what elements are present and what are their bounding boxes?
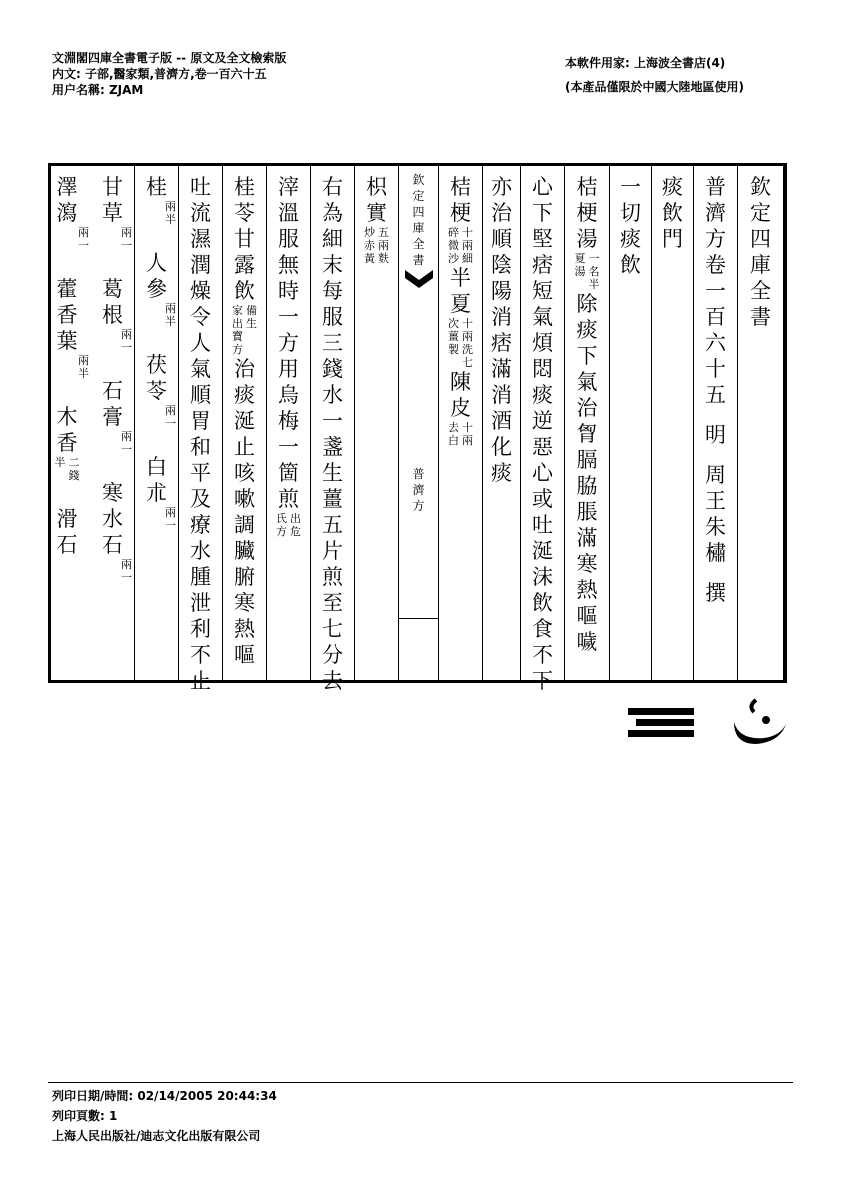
- text-column-5: [565, 166, 610, 680]
- annotation-note: 家 出 寶 方 備 生: [232, 304, 257, 356]
- center-section-title: 普 濟 方: [412, 467, 425, 513]
- column-text: 枳 實 炒 赤 黃 五 兩 麩: [364, 175, 389, 265]
- annotation-note: 夏 湯 一 名 半: [574, 252, 600, 291]
- column-text: 桂 苓 甘 露 飲 家 出 寶 方 備 生 治 痰 涎 止 咳 嗽 調 臟 腑 寒 熱 嘔: [232, 175, 257, 667]
- text-column-16: [91, 166, 135, 680]
- column-text: 欽 定 四 庫 全 書: [750, 175, 771, 329]
- annotation-note: 炒 赤 黃 五 兩 麩: [364, 226, 389, 265]
- center-book-title: 欽 定 四 庫 全 書: [412, 173, 425, 267]
- text-column-1: [738, 166, 784, 680]
- text-column-4: [610, 166, 652, 680]
- text-column-9: [399, 166, 439, 680]
- publisher-logo: [626, 692, 796, 752]
- column-text: 澤 瀉 兩 一 藿 香 葉 兩 半 木 香 半 二 錢 滑 石: [54, 175, 89, 557]
- text-column-11: [311, 166, 355, 693]
- header-content-path: 内文: 子部,醫家類,普濟方,卷一百六十五: [52, 67, 267, 81]
- column-text: 痰 飲 門: [662, 175, 683, 251]
- column-text: 桔 梗 湯 夏 湯 一 名 半 除 痰 下 氣 治 胷 膈 脇 脹 滿 寒 熱 嘔 噦: [574, 175, 600, 654]
- column-text: 一 切 痰 飲: [620, 175, 641, 277]
- column-text: 桔 梗 碎 微 沙 十 兩 細 半 夏 次 薑 製 十 兩 洗 七 陳 皮 去 白 十 兩: [448, 175, 473, 447]
- column-text: 右 為 細 末 每 服 三 錢 水 一 盞 生 薑 五 片 煎 至 七 分 去: [322, 175, 343, 693]
- column-text: 甘 草 兩 一 葛 根 兩 一 石 膏 兩 一 寒 水 石 兩 一: [102, 175, 132, 584]
- annotation-note: 氏 方 出 危: [276, 512, 301, 538]
- column-text: 桂 兩 半 人 參 兩 半 茯 苓 兩 一 白 朮 兩 一: [146, 175, 176, 532]
- fishtail-mark-icon: [405, 270, 433, 288]
- text-column-8: [439, 166, 483, 680]
- text-column-13: [223, 166, 267, 680]
- column-text: 吐 流 濕 潤 燥 令 人 氣 順 胃 和 平 及 療 水 腫 泄 利 不 止: [190, 175, 211, 693]
- text-column-7: [483, 166, 521, 680]
- header-licensee: 本軟件用家: 上海波全書店(4): [565, 56, 726, 70]
- header-region-notice: (本產品僅限於中國大陸地區使用): [565, 80, 744, 94]
- text-column-15: [135, 166, 179, 680]
- text-column-10: [355, 166, 399, 680]
- annotation-note: 半 二 錢: [54, 456, 80, 482]
- text-page-frame: [48, 163, 787, 693]
- text-column-6: [521, 166, 565, 693]
- annotation-note: 次 薑 製 十 兩 洗 七: [448, 317, 473, 369]
- text-column-14: [179, 166, 223, 693]
- footer: [52, 1086, 277, 1146]
- annotation-note: 去 白 十 兩: [448, 421, 473, 447]
- column-text: 普 濟 方 卷 一 百 六 十 五 明 周 王 朱 橚 撰: [705, 175, 726, 605]
- text-column-2: [694, 166, 738, 680]
- center-divider: [399, 618, 438, 619]
- text-column-17: [43, 166, 91, 680]
- header-left: [52, 50, 286, 98]
- column-text: 心 下 堅 痞 短 氣 煩 悶 痰 逆 惡 心 或 吐 涎 沫 飲 食 不 下: [532, 175, 553, 693]
- footer-publisher: 上海人民出版社/迪志文化出版有限公司: [52, 1129, 261, 1143]
- annotation-note: 碎 微 沙 十 兩 細: [448, 226, 473, 265]
- text-column-12: [267, 166, 311, 680]
- header-right: [565, 55, 744, 95]
- column-text: 亦 治 順 陰 陽 消 痞 滿 消 酒 化 痰: [491, 175, 512, 485]
- header-title: 文淵閣四庫全書電子版 -- 原文及全文檢索版: [52, 51, 287, 65]
- header-username: 用户名稱: ZJAM: [52, 83, 144, 97]
- footer-page-count: 列印頁數: 1: [52, 1109, 118, 1123]
- column-text: 滓 溫 服 無 時 一 方 用 烏 梅 一 箇 煎 氏 方 出 危: [276, 175, 301, 538]
- text-column-3: [652, 166, 694, 680]
- footer-divider: [48, 1082, 793, 1083]
- footer-print-date: 列印日期/時間: 02/14/2005 20:44:34: [52, 1089, 277, 1103]
